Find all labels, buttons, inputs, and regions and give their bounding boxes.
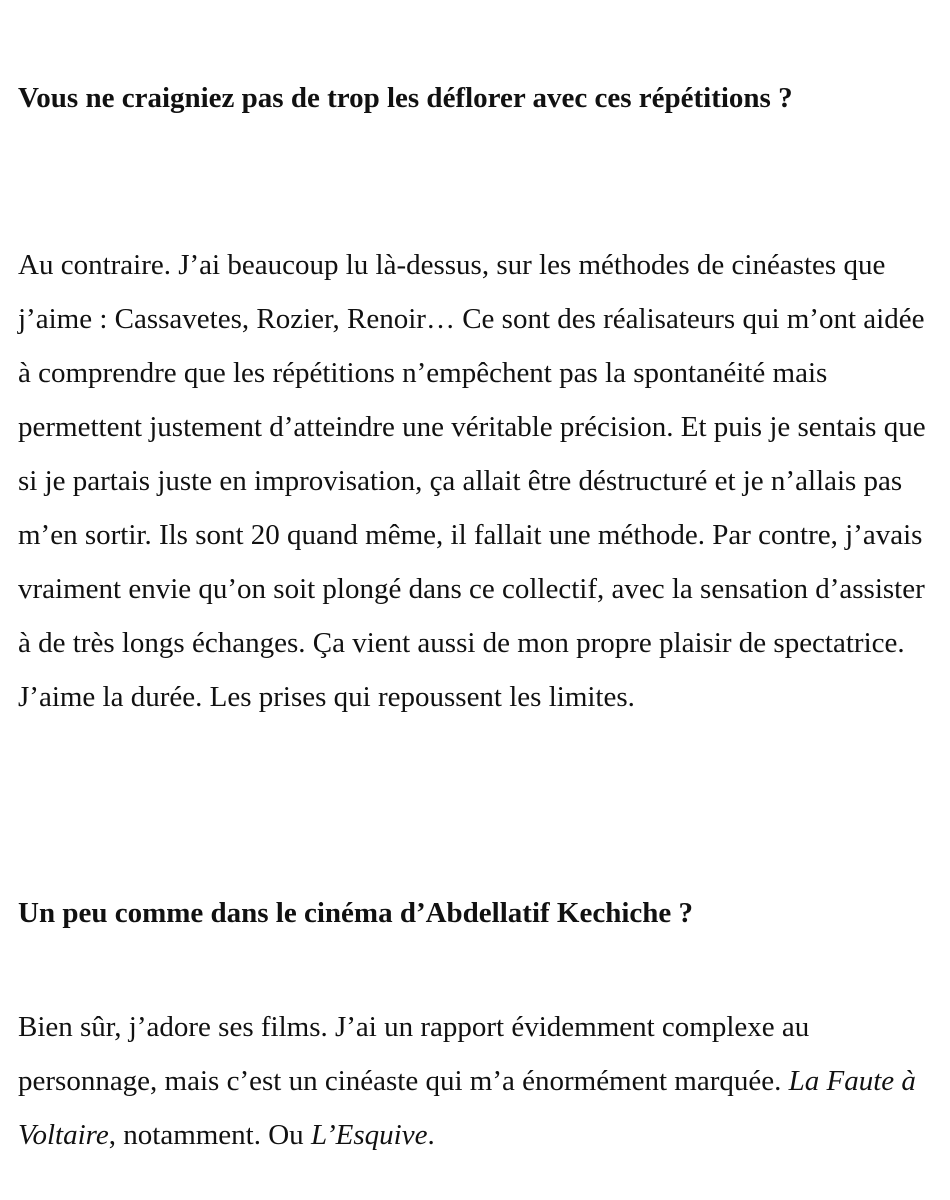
article-body <box>18 0 928 1151</box>
interview-answer-2 <box>18 1000 928 1162</box>
interview-question-2: Un peu comme dans le cinéma d’Abdellatif Kechiche ? <box>18 897 694 929</box>
interview-question-1: Vous ne craigniez pas de trop les déflorer avec ces répétitions ? <box>18 82 793 114</box>
cut-off-text-line <box>18 0 928 4</box>
answer-2-text-end: . <box>427 1119 435 1151</box>
answer-2-text-start: Bien sûr, j’adore ses films. J’ai un rapport évidemment complexe au personnage, mais c’est un cinéaste qui m’a énormément marquée. <box>18 1011 810 1097</box>
answer-2-text-middle: , notamment. Ou <box>108 1119 311 1151</box>
film-title-la-faute-a-voltaire: La Faute à Voltaire <box>18 1065 916 1151</box>
interview-answer-1: Au contraire. J’ai beaucoup lu là-dessus, sur les méthodes de cinéastes que j’aime : Cassavetes, Rozier, Renoir… Ce sont des réalisateurs qui m’ont aidée à comprendre que les répétitions n’empêchent pas la spontanéité mais permettent justement d’atteindre une véritable précision. Et puis je sentais que si je partais juste en improvisation, ça allait être déstructuré et je n’allais pas m’en sortir. Ils sont 20 quand même, il fallait une méthode. Par contre, j’avais vraiment envie qu’on soit plongé dans ce collectif, avec la sensation d’assister à de très longs échanges. Ça vient aussi de mon propre plaisir de spectatrice. J’aime la durée. Les prises qui repoussent les limites. <box>18 249 926 713</box>
film-title-l-esquive: L’Esquive <box>310 1119 428 1151</box>
